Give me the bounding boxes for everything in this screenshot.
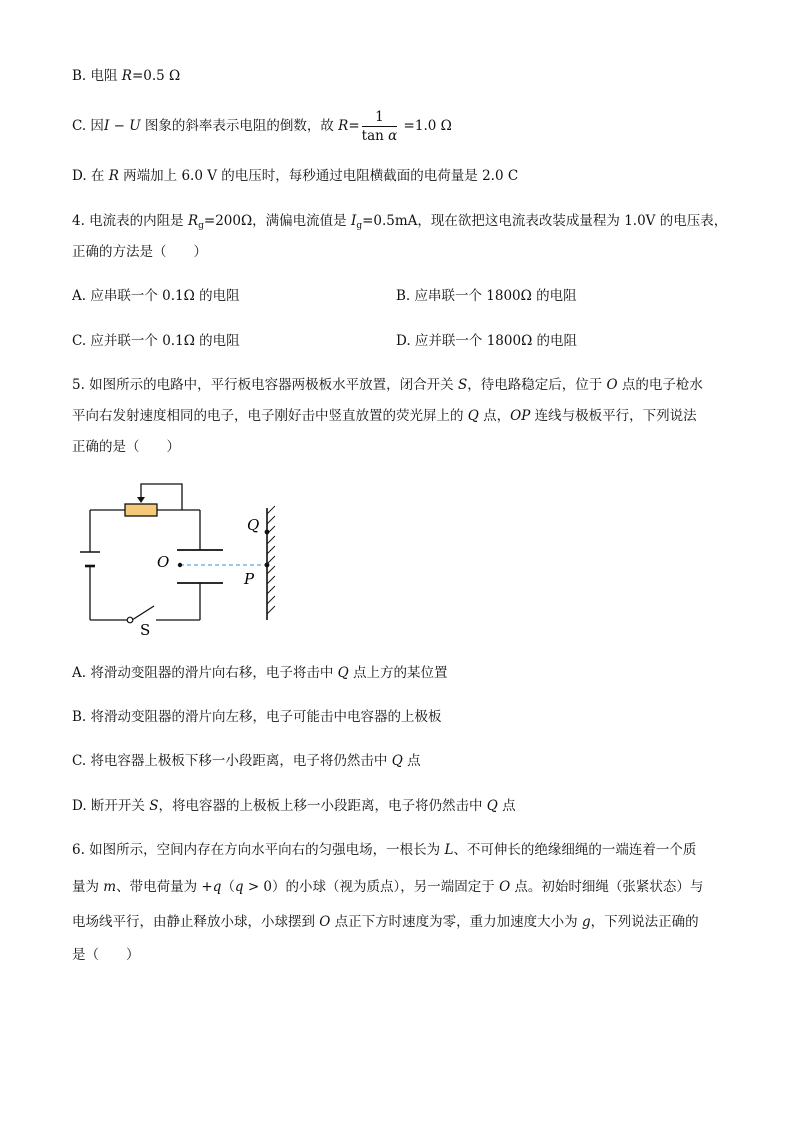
q3-option-d-prefix: D. 在 — [72, 168, 109, 184]
screen-hatching — [267, 506, 275, 614]
q5-stem-line2 — [72, 406, 697, 426]
q5-option-d — [72, 796, 516, 816]
q6-stem-line4: 是（ ） — [72, 947, 140, 963]
label-s: S — [140, 621, 151, 635]
q5-option-a-text: A. 将滑动变阻器的滑片向右移，电子将击中 — [72, 665, 338, 681]
q5-option-c-tail: 点 — [402, 753, 421, 769]
q5-text-b: ，待电路稳定后，位于 — [467, 377, 607, 393]
q3-option-c-text: 图象的斜率表示电阻的倒数，故 — [140, 118, 339, 134]
q6-stem-line3 — [72, 912, 699, 932]
point-o — [178, 563, 182, 567]
q5-text-f: 连线与极板平行，下列说法 — [530, 408, 697, 424]
q6-text-d: 、带电荷量为 + — [116, 879, 213, 895]
q3-option-c-dash: − — [109, 118, 130, 134]
q4-ig-sub: g — [356, 221, 363, 231]
fraction-numerator: 1 — [362, 108, 398, 127]
q4-text-c: =0.5mA，现在欲把这电流表改装成量程为 1.0V 的电压表， — [362, 213, 728, 229]
q6-text-j: ，下列说法正确的 — [590, 914, 699, 930]
switch-lever — [132, 606, 154, 620]
label-q: Q — [247, 516, 260, 534]
q5-option-b: B. 将滑动变阻器的滑片向左移，电子可能击中电容器的上极板 — [72, 709, 442, 725]
q4-option-d: D. 应并联一个 1800Ω 的电阻 — [396, 333, 578, 349]
q3-option-c-r: R — [338, 118, 349, 134]
q6-q2: q — [234, 879, 244, 895]
q5-option-d-text-a: D. 断开开关 — [72, 798, 150, 814]
q5-option-c-text: C. 将电容器上极板下移一小段距离，电子将仍然击中 — [72, 753, 392, 769]
q3-option-b-prefix: B. 电阻 — [72, 68, 122, 84]
rheostat-resistor — [125, 504, 157, 516]
q3-option-c — [72, 106, 452, 146]
q5-option-d-s: S — [149, 798, 159, 814]
fraction — [362, 108, 398, 145]
q6-m: m — [103, 879, 117, 895]
q6-text-b: 、不可伸长的绝缘细绳的一端连着一个质 — [453, 842, 697, 858]
q4-ig: I — [350, 213, 357, 229]
q6-text-c: 量为 — [72, 879, 104, 895]
q5-op: OP — [510, 408, 531, 424]
q4-rg: R — [187, 213, 199, 229]
q6-text-a: 6. 如图所示，空间内存在方向水平向右的匀强电场，一根长为 — [72, 842, 445, 858]
slider-arrow-icon — [137, 497, 145, 503]
q6-q: q — [212, 879, 222, 895]
q3-option-c-i: I — [103, 118, 110, 134]
q6-text-g: 点。初始时细绳（张紧状态）与 — [510, 879, 704, 895]
fraction-denominator — [362, 127, 398, 145]
q6-text-e: （ — [221, 879, 235, 895]
q6-stem-line2 — [72, 877, 703, 897]
q4-option-c: C. 应并联一个 0.1Ω 的电阻 — [72, 333, 240, 349]
q4-text-a: 4. 电流表的内阻是 — [72, 213, 188, 229]
label-o: O — [157, 553, 170, 571]
q3-option-c-tail: =1.0 Ω — [399, 118, 452, 134]
point-p — [265, 563, 270, 568]
q5-stem-line3: 正确的是（ ） — [72, 439, 180, 455]
q3-option-c-prefix: C. 因 — [72, 118, 104, 134]
q5-text-a: 5. 如图所示的电路中，平行板电容器两极板水平放置，闭合开关 — [72, 377, 458, 393]
q5-option-d-q: Q — [486, 798, 498, 814]
q5-option-a-tail: 点上方的某位置 — [348, 665, 448, 681]
q6-text-f: > 0）的小球（视为质点），另一端固定于 — [243, 879, 500, 895]
label-p: P — [244, 570, 255, 588]
q5-option-a — [72, 663, 448, 683]
q4-rg-sub: g — [198, 221, 204, 231]
q3-option-b-text: =0.5 Ω — [131, 68, 181, 84]
q6-o2: O — [319, 914, 331, 930]
q4-stem-line2: 正确的方法是（ ） — [72, 244, 207, 260]
q3-option-d-text: 两端加上 6.0 V 的电压时，每秒通过电阻横截面的电荷量是 2.0 C — [118, 168, 519, 184]
q4-option-b: B. 应串联一个 1800Ω 的电阻 — [396, 288, 577, 304]
q5-o: O — [606, 377, 618, 393]
q3-option-c-eq: = — [348, 118, 360, 134]
q5-s: S — [457, 377, 468, 393]
q3-option-b-var: R — [121, 68, 132, 84]
q3-option-b — [72, 66, 180, 86]
q5-option-a-q: Q — [337, 665, 349, 681]
tan-fn: tan — [361, 128, 389, 144]
point-q — [265, 530, 270, 535]
q3-option-d-r: R — [108, 168, 119, 184]
q5-option-d-text-b: ，将电容器的上极板上移一小段距离，电子将仍然击中 — [158, 798, 487, 814]
q5-option-c-q: Q — [391, 753, 403, 769]
q6-text-h: 电场线平行，由静止释放小球，小球摆到 — [72, 914, 320, 930]
q5-text-e: 点， — [478, 408, 511, 424]
q4-stem-line1 — [72, 211, 727, 236]
q4-text-b: =200Ω，满偏电流值是 — [203, 213, 351, 229]
circuit-diagram — [70, 470, 290, 635]
q5-text-d: 平向右发射速度相同的电子，电子刚好击中竖直放置的荧光屏上的 — [72, 408, 468, 424]
q5-option-d-tail: 点 — [497, 798, 516, 814]
q6-g: g — [581, 914, 591, 930]
q6-text-i: 点正下方时速度为零，重力加速度大小为 — [330, 914, 582, 930]
q5-option-c — [72, 751, 421, 771]
q4-option-a: A. 应串联一个 0.1Ω 的电阻 — [72, 288, 240, 304]
switch-pivot — [127, 617, 133, 623]
q5-text-c: 点的电子枪水 — [617, 377, 703, 393]
q6-o: O — [499, 879, 511, 895]
q5-q: Q — [467, 408, 479, 424]
q5-stem-line1 — [72, 375, 703, 395]
q3-option-d — [72, 166, 518, 186]
q6-stem-line1 — [72, 840, 696, 860]
alpha-var: α — [388, 128, 398, 144]
q6-l: L — [444, 842, 454, 858]
q3-option-c-u: U — [129, 118, 141, 134]
